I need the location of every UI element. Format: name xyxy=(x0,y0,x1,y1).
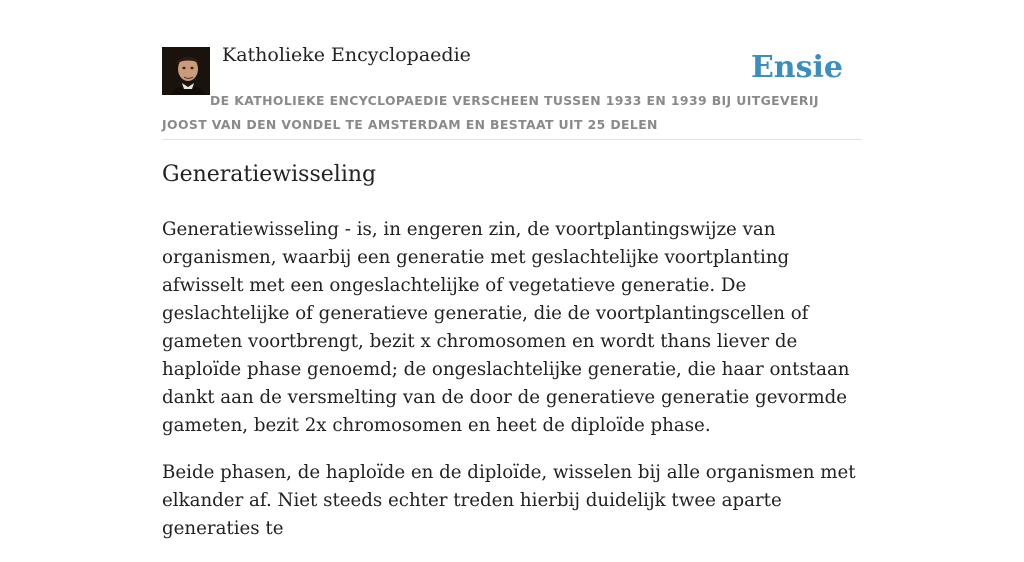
article-paragraph: Beide phasen, de haploïde en de diploïde, wisselen bij alle organismen met elkander af. Niet steeds echter treden hierbij duidelijk twee aparte generaties te xyxy=(162,462,856,539)
publication-description: DE KATHOLIEKE ENCYCLOPAEDIE VERSCHEEN TUSSEN 1933 EN 1939 BIJ UITGEVERIJ JOOST VAN DEN VONDEL TE AMSTERDAM EN BESTAAT UIT 25 DELEN xyxy=(162,93,819,132)
article-body xyxy=(162,216,862,562)
publication-title-link[interactable]: Katholieke Encyclopaedie xyxy=(222,44,471,66)
ensie-logo[interactable]: Ensie xyxy=(750,50,843,85)
content-column xyxy=(162,0,862,539)
article-paragraph: Generatiewisseling - is, in engeren zin, de voortplantingswijze van organismen, waarbij een generatie met geslachtelijke voortplanting afwisselt met een ongeslachtelijke of vegetatieve generatie. De geslachtelijke of generatieve generatie, die de voortplantingscellen of gameten voortbrengt, bezit x chromosomen en wordt thans liever de haploïde phase genoemd; de ongeslachtelijke generatie, die haar ontstaan dankt aan de versmelting van de door de generatieve generatie gevormde gameten, bezit 2x chromosomen en heet de diploïde phase. xyxy=(162,219,850,436)
publication-header xyxy=(162,0,862,140)
article-title: Generatiewisseling xyxy=(162,162,377,187)
portrait-icon xyxy=(162,47,210,95)
publication-avatar[interactable] xyxy=(162,47,210,95)
